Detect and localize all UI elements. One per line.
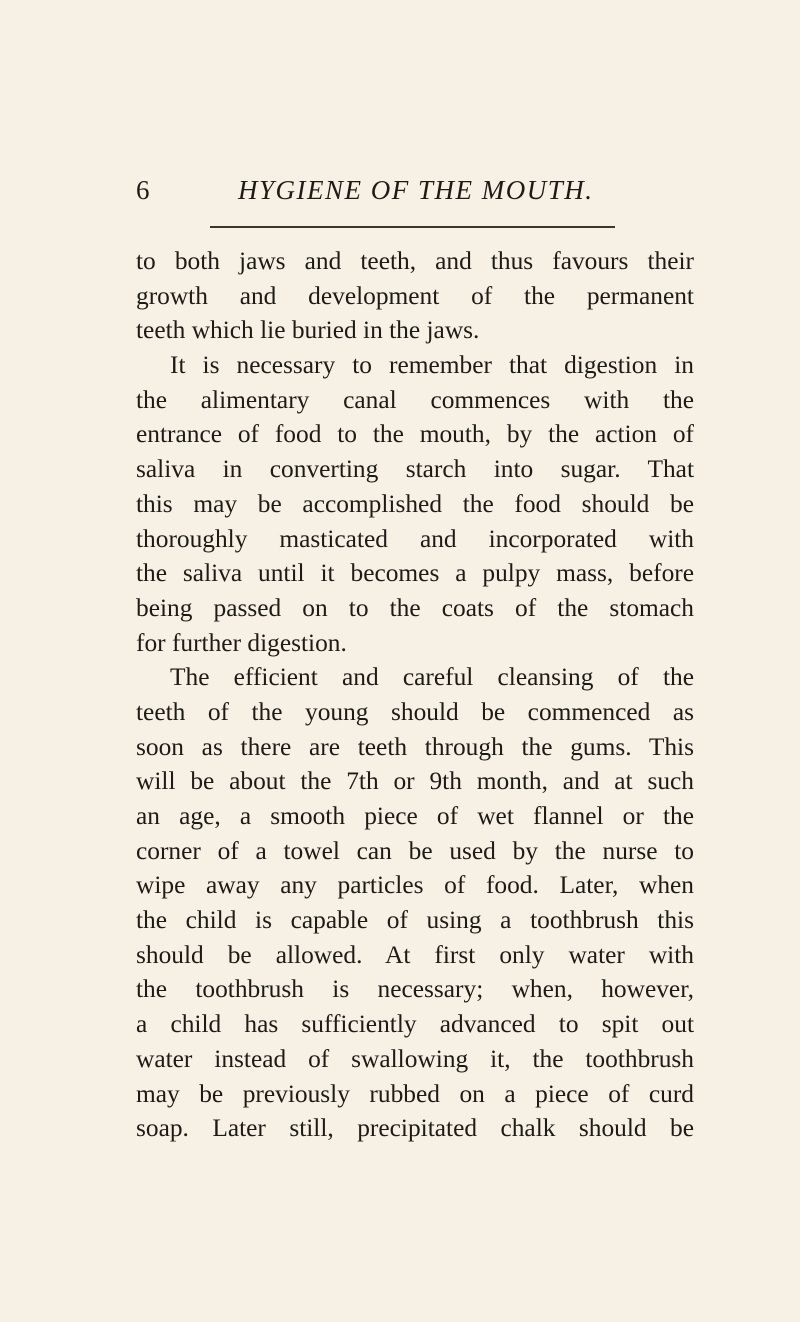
text-line: water instead of swallowing it, the toothbrush: [136, 1044, 694, 1073]
body-text: [136, 244, 694, 1146]
text-line: the saliva until it becomes a pulpy mass, before: [136, 559, 694, 588]
text-line: being passed on to the coats of the stomach: [136, 593, 694, 622]
text-line: wipe away any particles of food. Later, when: [136, 871, 694, 900]
text-line: corner of a towel can be used by the nurse to: [136, 836, 694, 865]
text-line: thoroughly masticated and incorporated with: [136, 524, 694, 553]
text-line: will be about the 7th or 9th month, and at such: [136, 767, 694, 796]
text-line: the toothbrush is necessary; when, however,: [136, 975, 694, 1004]
text-line: The efficient and careful cleansing of the: [170, 663, 694, 692]
text-line: soon as there are teeth through the gums. This: [136, 732, 694, 761]
text-line: the alimentary canal commences with the: [136, 385, 694, 414]
text-line: a child has sufficiently advanced to spit out: [136, 1010, 694, 1039]
text-line: saliva in converting starch into sugar. That: [136, 455, 694, 484]
text-line: entrance of food to the mouth, by the action of: [136, 420, 694, 449]
text-line: growth and development of the permanent: [136, 281, 694, 310]
text-line: teeth of the young should be commenced as: [136, 697, 694, 726]
text-line: the child is capable of using a toothbrush this: [136, 906, 694, 935]
running-title: HYGIENE OF THE MOUTH.: [238, 175, 594, 205]
text-line: should be allowed. At first only water with: [136, 940, 694, 969]
page-number: 6: [136, 175, 150, 205]
text-line: may be previously rubbed on a piece of curd: [136, 1079, 694, 1108]
page-header: [136, 170, 696, 210]
text-line: soap. Later still, precipitated chalk should be: [136, 1114, 694, 1143]
text-line: an age, a smooth piece of wet flannel or the: [136, 802, 694, 830]
text-line: for further digestion.: [136, 628, 347, 657]
text-line: to both jaws and teeth, and thus favours their: [136, 247, 694, 275]
text-line: teeth which lie buried in the jaws.: [136, 316, 480, 345]
text-line: this may be accomplished the food should be: [136, 489, 694, 518]
text-line: It is necessary to remember that digestion in: [170, 351, 694, 380]
header-rule: [210, 226, 615, 228]
